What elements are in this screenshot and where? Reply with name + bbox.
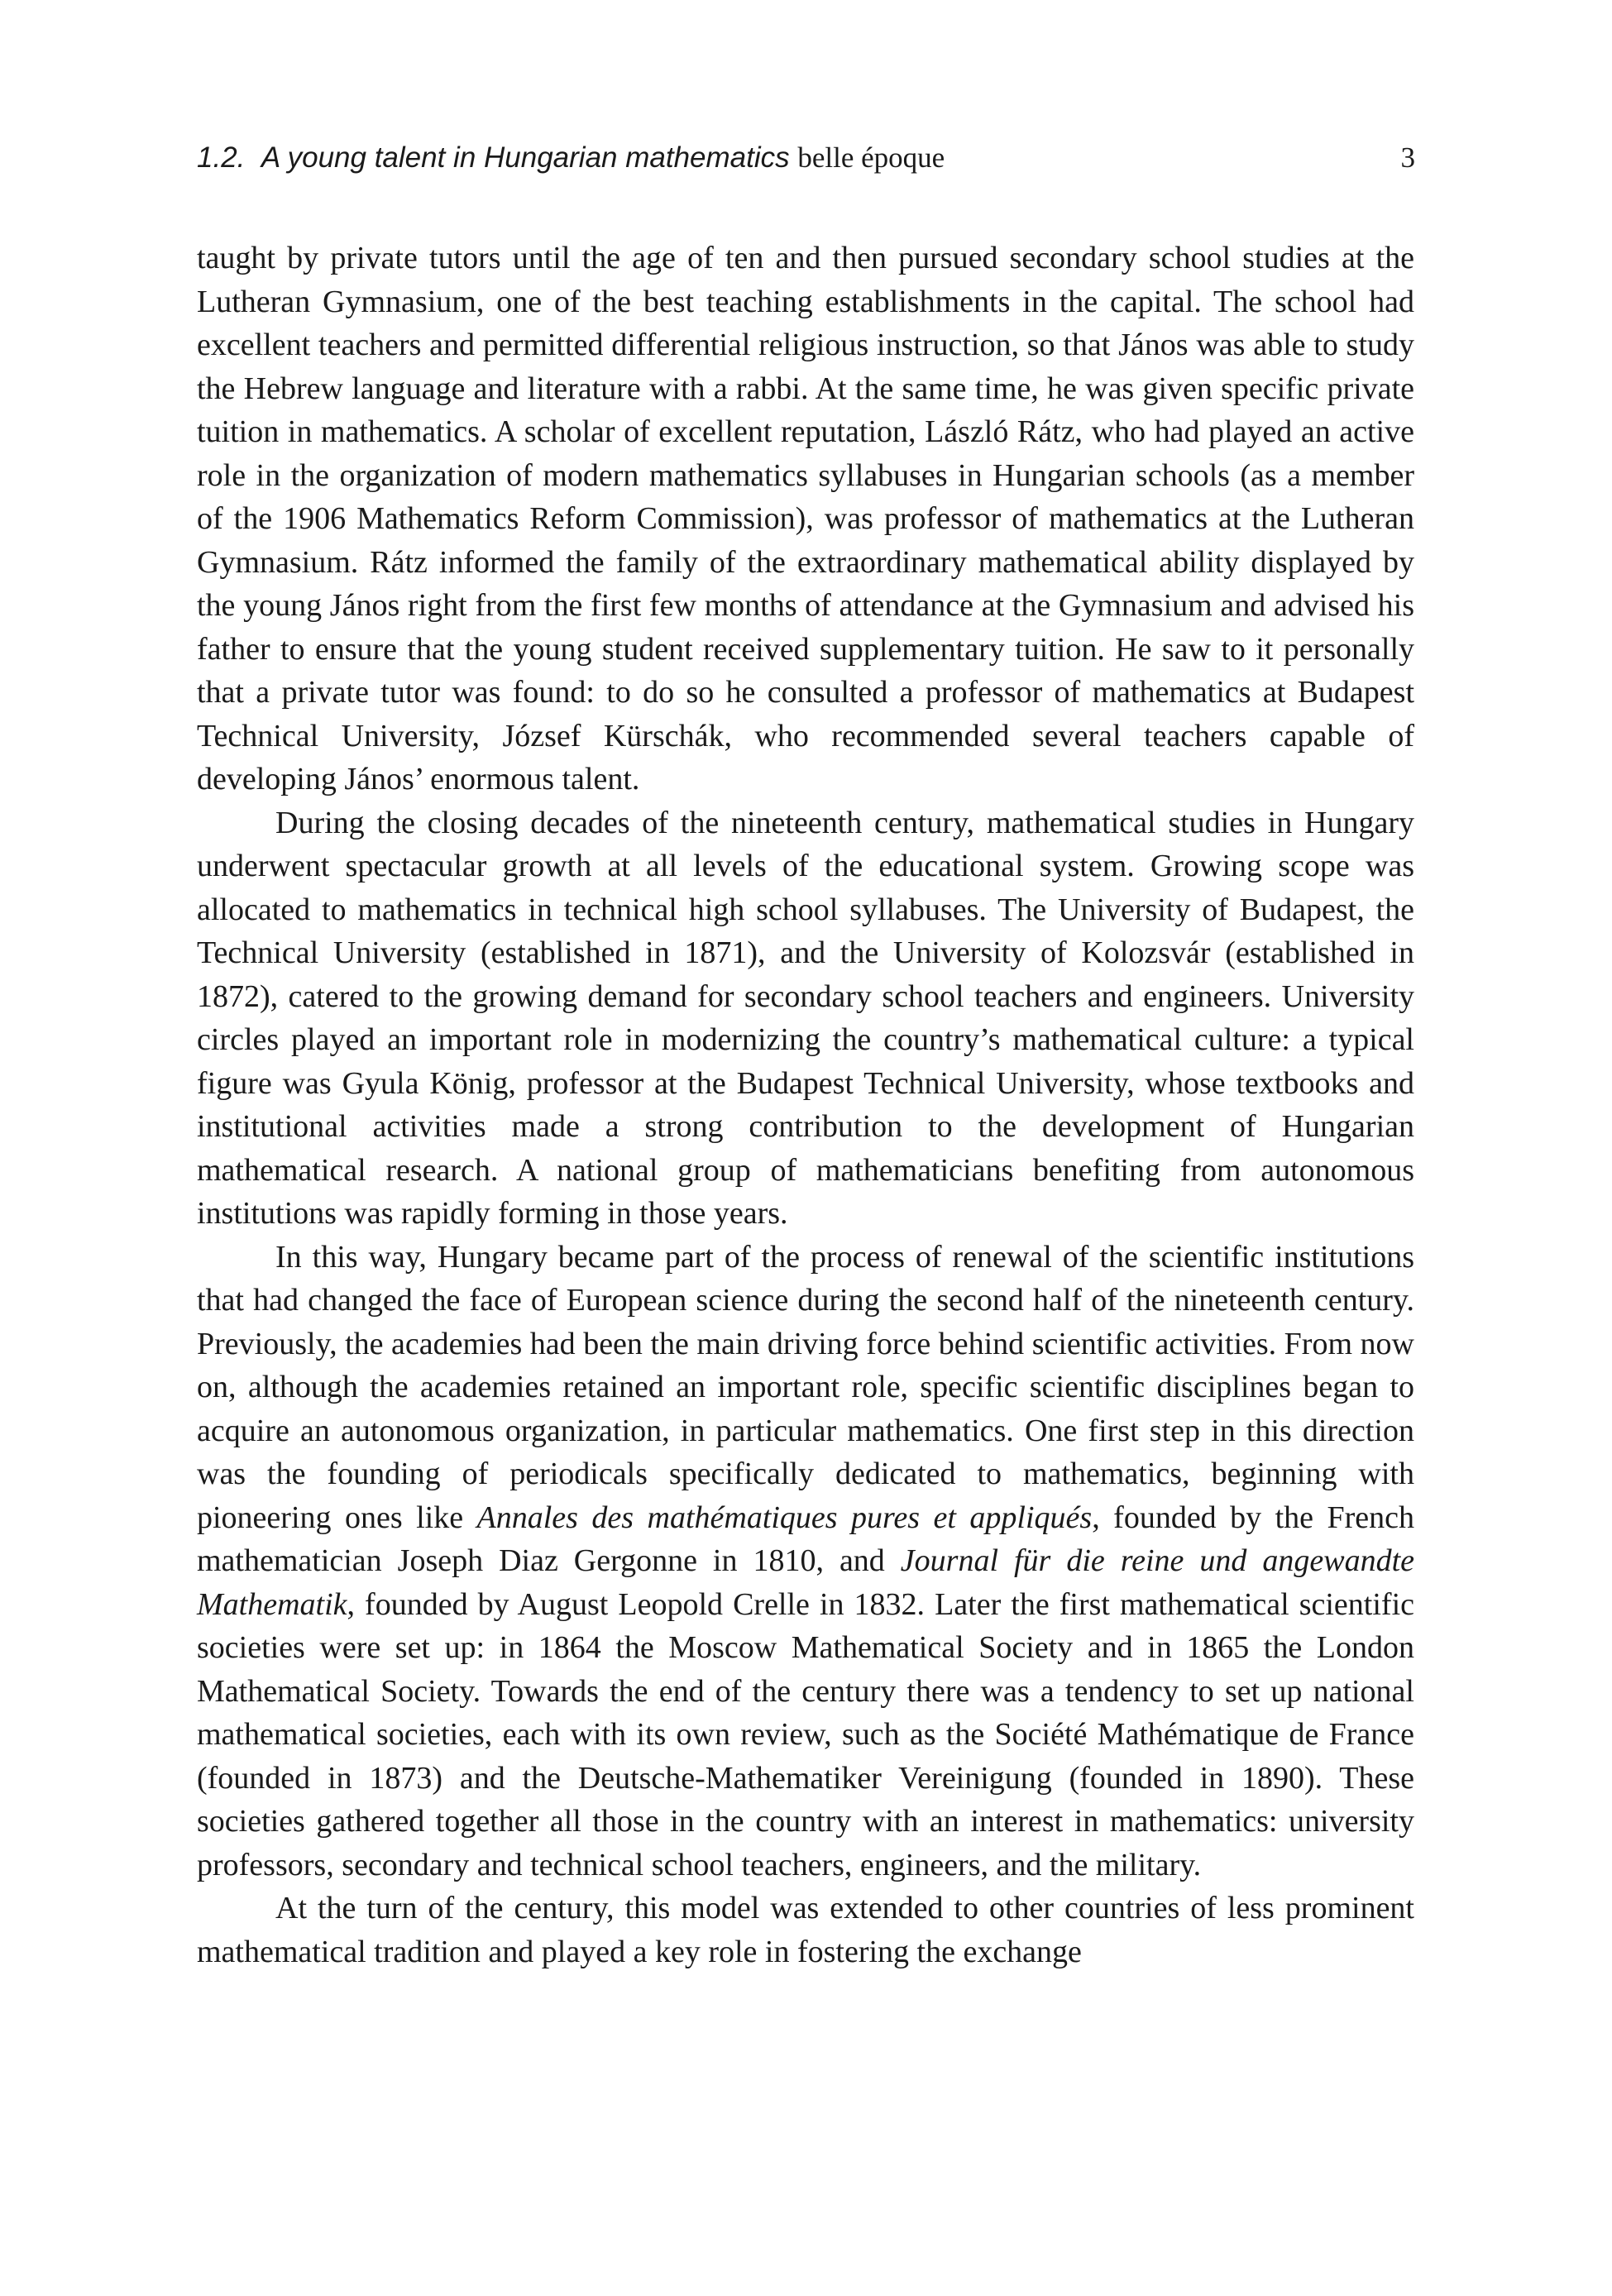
paragraph-3-text: In this way, Hungary became part of the process of renewal of the scientific institutions that had changed the face of European science during the second half of the nineteenth century. Previously, the academies had been the main driving force behind scientific activities. From now on, although the academies retained an important role, specific scientific disciplines began to acquire an autonomous organization, in particular mathematics. One first step in this direction was the founding of periodicals specifically dedicated to mathematics, beginning with pioneering ones like [197, 1239, 1414, 1535]
paragraph-3 [197, 1236, 1414, 1887]
paragraph-2: During the closing decades of the nineteenth century, mathematical studies in Hungary underwent spectacular growth at all levels of the educational system. Growing scope was allocated to mathematics in technical high school syllabuses. The University of Budapest, the Technical University (established in 1871), and the University of Kolozsvár (established in 1872), catered to the growing demand for secondary school teachers and engineers. University circles played an important role in modernizing the country’s mathematical culture: a typical figure was Gyula König, professor at the Budapest Technical University, whose textbooks and institutional activities made a strong contribution to the development of Hungarian mathematical research. A national group of mathematicians benefiting from autonomous institutions was rapidly forming in those years. [197, 805, 1414, 1231]
page-number: 3 [1400, 141, 1415, 174]
paragraph-4: At the turn of the century, this model was extended to other countries of less prominent mathematical tradition and played a key role in fostering the exchange [197, 1891, 1414, 1969]
body-text [197, 237, 1414, 1973]
section-title-roman: belle époque [797, 141, 945, 174]
section-number: 1.2. [197, 141, 246, 174]
paragraph-3-text: , founded by the French mathematician Joseph Diaz Gergonne in 1810, and [197, 1500, 1415, 1578]
journal-title-crelle: Journal für die reine und angewandte Mathematik [197, 1543, 1414, 1622]
journal-title-annales: Annales des mathématiques pures et appliqués [476, 1500, 1093, 1535]
running-head-title [197, 135, 945, 181]
section-title-italic: A young talent in Hungarian mathematics [261, 141, 790, 174]
running-head [197, 135, 1415, 181]
paragraph-3-text: , founded by August Leopold Crelle in 1832. Later the first mathematical scientific societies were set up: in 1864 the Moscow Mathematical Society and in 1865 the London Mathematical Society. Towards the end of the century there was a tendency to set up national mathematical societies, each with its own review, such as the Société Mathématique de France (founded in 1873) and the Deutsche-Mathematiker Vereinigung (founded in 1890). These societies gathered together all those in the country with an interest in mathematics: university professors, secondary and technical school teachers, engineers, and the military. [197, 1586, 1414, 1882]
paragraph-1: taught by private tutors until the age of ten and then pursued secondary school studies at the Lutheran Gymnasium, one of the best teaching establishments in the capital. The school had excellent teachers and permitted differential religious instruction, so that János was able to study the Hebrew language and literature with a rabbi. At the same time, he was given specific private tuition in mathematics. A scholar of excellent reputation, László Rátz, who had played an active role in the organization of modern mathematics syllabuses in Hungarian schools (as a member of the 1906 Mathematics Reform Commission), was professor of mathematics at the Lutheran Gymnasium. Rátz informed the family of the extraordinary mathematical ability displayed by the young János right from the first few months of attendance at the Gymnasium and advised his father to ensure that the young student received supplementary tuition. He saw to it personally that a private tutor was found: to do so he consulted a professor of mathematics at Budapest Technical University, József Kürschák, who recommended several teachers capable of developing János’ enormous talent. [197, 241, 1414, 796]
